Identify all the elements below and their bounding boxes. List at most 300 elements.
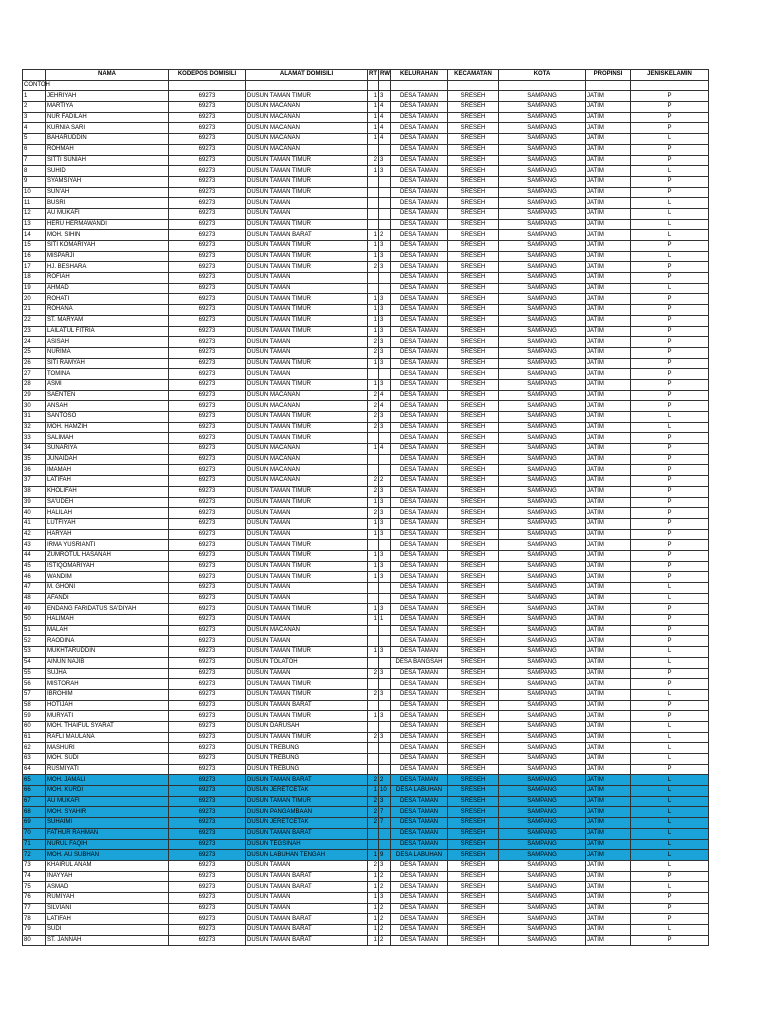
cell-kodepos: 69273	[169, 721, 246, 732]
cell-nama: MURYATI	[46, 711, 169, 722]
cell-propinsi: JATIM	[586, 882, 631, 893]
cell-kodepos: 69273	[169, 379, 246, 390]
cell-kodepos: 69273	[169, 91, 246, 102]
cell-rt: 1	[368, 615, 379, 626]
cell-kecamatan: SRESEH	[448, 754, 499, 765]
cell-nama: WANDIM	[46, 572, 169, 583]
cell-rt: 1	[368, 518, 379, 529]
cell-rt: 1	[368, 871, 379, 882]
cell-kodepos: 69273	[169, 134, 246, 145]
cell-kecamatan: SRESEH	[448, 134, 499, 145]
cell-rw	[379, 369, 391, 380]
cell-kelurahan: DESA TAMAN	[391, 903, 448, 914]
table-row	[23, 668, 709, 679]
cell-rw: 2	[379, 230, 391, 241]
cell-kodepos: 69273	[169, 604, 246, 615]
cell-rt	[368, 743, 379, 754]
cell-jeniskelamin: P	[631, 668, 709, 679]
cell-kota: SAMPANG	[499, 465, 586, 476]
cell-kelurahan: DESA TAMAN	[391, 593, 448, 604]
table-row	[23, 176, 709, 187]
cell-rt: 2	[368, 689, 379, 700]
cell-nama: MISTORAH	[46, 679, 169, 690]
cell-alamat: DUSUN TAMAN TIMUR	[246, 166, 368, 177]
cell-kecamatan: SRESEH	[448, 850, 499, 861]
cell-jeniskelamin: L	[631, 422, 709, 433]
cell-propinsi: JATIM	[586, 273, 631, 284]
cell-kelurahan: DESA TAMAN	[391, 476, 448, 487]
cell-rw: 3	[379, 91, 391, 102]
cell-nama: HJ. BESHARA	[46, 262, 169, 273]
cell-alamat: DUSUN TAMAN TIMUR	[246, 241, 368, 252]
cell-alamat: DUSUN TAMAN TIMUR	[246, 294, 368, 305]
cell-jeniskelamin: L	[631, 230, 709, 241]
cell-jeniskelamin: P	[631, 903, 709, 914]
cell-propinsi: JATIM	[586, 625, 631, 636]
cell-kecamatan: SRESEH	[448, 187, 499, 198]
table-row	[23, 839, 709, 850]
cell-kecamatan: SRESEH	[448, 572, 499, 583]
cell-alamat: DUSUN MACANAN	[246, 144, 368, 155]
cell-kodepos: 69273	[169, 850, 246, 861]
cell-kecamatan: SRESEH	[448, 935, 499, 946]
cell-kota: SAMPANG	[499, 593, 586, 604]
table-row	[23, 347, 709, 358]
cell-no: 41	[23, 518, 46, 529]
cell-rt: 2	[368, 668, 379, 679]
cell-kodepos: 69273	[169, 689, 246, 700]
cell-nama: SILVIANI	[46, 903, 169, 914]
cell-alamat: DUSUN TAMAN	[246, 593, 368, 604]
cell-nama: IBROHIM	[46, 689, 169, 700]
cell-rt: 2	[368, 155, 379, 166]
cell-rt	[368, 198, 379, 209]
cell-jeniskelamin: P	[631, 155, 709, 166]
cell-kota: SAMPANG	[499, 358, 586, 369]
cell-alamat: DUSUN MACANAN	[246, 454, 368, 465]
cell-alamat: DUSUN TAMAN	[246, 668, 368, 679]
cell-alamat: DUSUN MACANAN	[246, 444, 368, 455]
cell-rt: 2	[368, 807, 379, 818]
header-rt: RT	[368, 70, 379, 81]
cell-kota: SAMPANG	[499, 347, 586, 358]
cell-propinsi: JATIM	[586, 518, 631, 529]
cell-rw: 3	[379, 529, 391, 540]
cell-kota: SAMPANG	[499, 550, 586, 561]
cell-jeniskelamin: P	[631, 294, 709, 305]
cell-kelurahan: DESA TAMAN	[391, 700, 448, 711]
cell-no: 61	[23, 732, 46, 743]
cell-nama: M. GHONI	[46, 583, 169, 594]
cell-kelurahan: DESA TAMAN	[391, 433, 448, 444]
cell-rw: 7	[379, 807, 391, 818]
cell-propinsi: JATIM	[586, 796, 631, 807]
cell-alamat: DUSUN TREBUNG	[246, 764, 368, 775]
cell-jeniskelamin: P	[631, 935, 709, 946]
cell-rt: 1	[368, 379, 379, 390]
cell-alamat: DUSUN TAMAN BARAT	[246, 230, 368, 241]
cell-propinsi: JATIM	[586, 241, 631, 252]
header-kodepos: KODEPOS DOMISILI	[169, 70, 246, 81]
cell-rt: 1	[368, 358, 379, 369]
cell-rw: 4	[379, 102, 391, 113]
cell-nama: KHAIRUL ANAM	[46, 860, 169, 871]
table-row	[23, 166, 709, 177]
cell-kodepos: 69273	[169, 166, 246, 177]
cell-kota: SAMPANG	[499, 433, 586, 444]
cell-no: 13	[23, 219, 46, 230]
cell-jeniskelamin: L	[631, 743, 709, 754]
cell-nama: LATIFAH	[46, 476, 169, 487]
cell-jeniskelamin: P	[631, 144, 709, 155]
cell-propinsi: JATIM	[586, 219, 631, 230]
cell-no: 29	[23, 390, 46, 401]
cell-alamat: DUSUN TAMAN	[246, 198, 368, 209]
cell-rt: 1	[368, 914, 379, 925]
cell-rw: 3	[379, 379, 391, 390]
cell-no: 18	[23, 273, 46, 284]
cell-kelurahan: DESA TAMAN	[391, 155, 448, 166]
cell-propinsi: JATIM	[586, 679, 631, 690]
cell-propinsi: JATIM	[586, 550, 631, 561]
cell-rw	[379, 743, 391, 754]
cell-jeniskelamin: P	[631, 465, 709, 476]
cell-propinsi: JATIM	[586, 540, 631, 551]
table-row	[23, 155, 709, 166]
cell-nama: SUHAIMI	[46, 818, 169, 829]
cell-kecamatan: SRESEH	[448, 540, 499, 551]
cell-rt: 1	[368, 925, 379, 936]
cell-jeniskelamin: L	[631, 647, 709, 658]
cell-jeniskelamin: L	[631, 593, 709, 604]
cell-alamat: DUSUN TAMAN BARAT	[246, 935, 368, 946]
cell-propinsi: JATIM	[586, 732, 631, 743]
cell-rt: 1	[368, 850, 379, 861]
cell-kota: SAMPANG	[499, 796, 586, 807]
cell-kecamatan: SRESEH	[448, 508, 499, 519]
cell-rw	[379, 283, 391, 294]
cell-rt: 1	[368, 529, 379, 540]
cell-alamat: DUSUN TAMAN	[246, 369, 368, 380]
cell-rw: 3	[379, 647, 391, 658]
cell-rt: 1	[368, 647, 379, 658]
cell-rt: 1	[368, 112, 379, 123]
cell-jeniskelamin: L	[631, 134, 709, 145]
cell-rt: 1	[368, 134, 379, 145]
cell-jeniskelamin: P	[631, 529, 709, 540]
cell-kecamatan: SRESEH	[448, 657, 499, 668]
cell-kodepos: 69273	[169, 561, 246, 572]
cell-nama: HARYAH	[46, 529, 169, 540]
cell-rw: 3	[379, 422, 391, 433]
cell-kecamatan: SRESEH	[448, 112, 499, 123]
cell-nama: AU MUKAFI	[46, 208, 169, 219]
cell-alamat: DUSUN TAMAN	[246, 347, 368, 358]
cell-rt: 2	[368, 401, 379, 412]
table-row	[23, 433, 709, 444]
cell-rw	[379, 700, 391, 711]
cell-kota: SAMPANG	[499, 155, 586, 166]
cell-alamat: DUSUN TAMAN TIMUR	[246, 572, 368, 583]
cell-no: 73	[23, 860, 46, 871]
cell-propinsi: JATIM	[586, 358, 631, 369]
cell-propinsi: JATIM	[586, 636, 631, 647]
cell-no: 6	[23, 144, 46, 155]
table-row	[23, 144, 709, 155]
cell-propinsi: JATIM	[586, 347, 631, 358]
cell-no: 47	[23, 583, 46, 594]
cell-kodepos: 69273	[169, 112, 246, 123]
cell-kelurahan: DESA LABUHAN	[391, 850, 448, 861]
cell-rt: 1	[368, 294, 379, 305]
cell-kodepos: 69273	[169, 796, 246, 807]
cell-alamat: DUSUN TAMAN TIMUR	[246, 486, 368, 497]
table-row	[23, 828, 709, 839]
cell-kota: SAMPANG	[499, 711, 586, 722]
cell-kecamatan: SRESEH	[448, 326, 499, 337]
cell-kodepos: 69273	[169, 187, 246, 198]
cell-kota: SAMPANG	[499, 198, 586, 209]
cell-rw	[379, 144, 391, 155]
cell-rw	[379, 679, 391, 690]
cell-rw: 1	[379, 615, 391, 626]
cell-kodepos: 69273	[169, 764, 246, 775]
cell-rt: 1	[368, 230, 379, 241]
cell-rw	[379, 273, 391, 284]
cell-propinsi: JATIM	[586, 134, 631, 145]
cell-rw	[379, 433, 391, 444]
cell-nama: ASMAD	[46, 882, 169, 893]
table-row	[23, 305, 709, 316]
table-row	[23, 850, 709, 861]
cell-kodepos: 69273	[169, 412, 246, 423]
cell-kodepos: 69273	[169, 155, 246, 166]
cell-kelurahan: DESA TAMAN	[391, 412, 448, 423]
cell-rt: 1	[368, 123, 379, 134]
cell-rw: 2	[379, 871, 391, 882]
cell-nama: SUN'AH	[46, 187, 169, 198]
cell-rw: 4	[379, 134, 391, 145]
table-row	[23, 91, 709, 102]
cell-jeniskelamin: P	[631, 444, 709, 455]
cell-kota: SAMPANG	[499, 647, 586, 658]
cell-kecamatan: SRESEH	[448, 390, 499, 401]
cell-kelurahan: DESA TAMAN	[391, 251, 448, 262]
table-row	[23, 401, 709, 412]
cell-kota: SAMPANG	[499, 294, 586, 305]
cell-kota: SAMPANG	[499, 561, 586, 572]
cell-kecamatan: SRESEH	[448, 871, 499, 882]
cell-kota: SAMPANG	[499, 315, 586, 326]
cell-jeniskelamin: L	[631, 412, 709, 423]
cell-propinsi: JATIM	[586, 871, 631, 882]
cell-alamat: DUSUN TAMAN TIMUR	[246, 540, 368, 551]
table-row	[23, 743, 709, 754]
table-row	[23, 187, 709, 198]
cell-jeniskelamin: P	[631, 315, 709, 326]
cell-jeniskelamin: P	[631, 604, 709, 615]
cell-kota: SAMPANG	[499, 625, 586, 636]
cell-kodepos: 69273	[169, 369, 246, 380]
cell-rt	[368, 465, 379, 476]
cell-rt: 2	[368, 818, 379, 829]
table-row	[23, 358, 709, 369]
cell-rt	[368, 540, 379, 551]
cell-alamat: DUSUN MACANAN	[246, 465, 368, 476]
cell-nama: IMAMAH	[46, 465, 169, 476]
cell-propinsi: JATIM	[586, 583, 631, 594]
cell-kodepos: 69273	[169, 679, 246, 690]
cell-kota: SAMPANG	[499, 176, 586, 187]
cell-rw: 3	[379, 305, 391, 316]
cell-kelurahan: DESA TAMAN	[391, 166, 448, 177]
cell-jeniskelamin: P	[631, 476, 709, 487]
cell-rt	[368, 454, 379, 465]
cell-kecamatan: SRESEH	[448, 305, 499, 316]
cell-jeniskelamin: L	[631, 657, 709, 668]
cell-propinsi: JATIM	[586, 839, 631, 850]
cell-rw: 4	[379, 401, 391, 412]
cell-kelurahan: DESA TAMAN	[391, 860, 448, 871]
cell-kodepos: 69273	[169, 176, 246, 187]
cell-jeniskelamin: P	[631, 615, 709, 626]
table-row	[23, 412, 709, 423]
cell-propinsi: JATIM	[586, 379, 631, 390]
cell-no: 68	[23, 807, 46, 818]
cell-kodepos: 69273	[169, 882, 246, 893]
cell-kodepos: 69273	[169, 711, 246, 722]
cell-kelurahan: DESA TAMAN	[391, 102, 448, 113]
cell-kelurahan: DESA TAMAN	[391, 828, 448, 839]
cell-kelurahan: DESA TAMAN	[391, 422, 448, 433]
cell-rt	[368, 283, 379, 294]
cell-nama: ROFIAH	[46, 273, 169, 284]
cell-alamat: DUSUN TAMAN TIMUR	[246, 647, 368, 658]
cell-no: 72	[23, 850, 46, 861]
cell-kecamatan: SRESEH	[448, 315, 499, 326]
cell-rt	[368, 657, 379, 668]
cell-jeniskelamin: L	[631, 925, 709, 936]
cell-jeniskelamin: P	[631, 358, 709, 369]
cell-alamat: DUSUN TAMAN TIMUR	[246, 176, 368, 187]
cell-jeniskelamin: L	[631, 860, 709, 871]
cell-kota: SAMPANG	[499, 476, 586, 487]
cell-rt: 2	[368, 262, 379, 273]
table-row	[23, 711, 709, 722]
cell-kelurahan: DESA TAMAN	[391, 144, 448, 155]
cell-rw: 3	[379, 518, 391, 529]
cell-kota: SAMPANG	[499, 839, 586, 850]
table-row	[23, 444, 709, 455]
cell-kelurahan: DESA TAMAN	[391, 561, 448, 572]
cell-no: 48	[23, 593, 46, 604]
cell-no: 60	[23, 721, 46, 732]
cell-kodepos: 69273	[169, 102, 246, 113]
cell-kecamatan: SRESEH	[448, 721, 499, 732]
table-row	[23, 134, 709, 145]
header-rw: RW	[379, 70, 391, 81]
cell-nama: INAYYAH	[46, 871, 169, 882]
cell-propinsi: JATIM	[586, 326, 631, 337]
cell-propinsi: JATIM	[586, 786, 631, 797]
cell-kodepos: 69273	[169, 273, 246, 284]
cell-rw	[379, 198, 391, 209]
cell-kelurahan: DESA TAMAN	[391, 369, 448, 380]
cell-kota: SAMPANG	[499, 422, 586, 433]
cell-kota: SAMPANG	[499, 721, 586, 732]
cell-kecamatan: SRESEH	[448, 433, 499, 444]
cell-kelurahan: DESA TAMAN	[391, 379, 448, 390]
cell-kota: SAMPANG	[499, 871, 586, 882]
cell-alamat: DUSUN TAMAN TIMUR	[246, 422, 368, 433]
cell-rw: 3	[379, 860, 391, 871]
cell-kecamatan: SRESEH	[448, 743, 499, 754]
cell-propinsi: JATIM	[586, 102, 631, 113]
cell-jeniskelamin: L	[631, 219, 709, 230]
cell-no: 27	[23, 369, 46, 380]
cell-nama: ANSAH	[46, 401, 169, 412]
cell-jeniskelamin: L	[631, 732, 709, 743]
cell-kelurahan: DESA TAMAN	[391, 444, 448, 455]
cell-no: 39	[23, 497, 46, 508]
cell-nama: MISPARJI	[46, 251, 169, 262]
cell-kecamatan: SRESEH	[448, 102, 499, 113]
cell-kota: SAMPANG	[499, 508, 586, 519]
data-table	[22, 69, 709, 946]
cell-kodepos: 69273	[169, 871, 246, 882]
cell-alamat: DUSUN TAMAN	[246, 273, 368, 284]
cell-kelurahan: DESA TAMAN	[391, 754, 448, 765]
cell-jeniskelamin: L	[631, 689, 709, 700]
cell-kelurahan: DESA TAMAN	[391, 123, 448, 134]
cell-propinsi: JATIM	[586, 561, 631, 572]
cell-kelurahan: DESA TAMAN	[391, 230, 448, 241]
cell-propinsi: JATIM	[586, 315, 631, 326]
cell-kodepos: 69273	[169, 454, 246, 465]
cell-kodepos: 69273	[169, 593, 246, 604]
cell-jeniskelamin: P	[631, 679, 709, 690]
cell-nama: RUMIYAH	[46, 892, 169, 903]
cell-jeniskelamin: L	[631, 807, 709, 818]
table-row	[23, 273, 709, 284]
cell-rw	[379, 583, 391, 594]
cell-kecamatan: SRESEH	[448, 497, 499, 508]
cell-nama: MALAH	[46, 625, 169, 636]
cell-kelurahan: DESA TAMAN	[391, 529, 448, 540]
cell-kelurahan: DESA TAMAN	[391, 497, 448, 508]
cell-no: 9	[23, 176, 46, 187]
cell-kodepos: 69273	[169, 732, 246, 743]
cell-jeniskelamin: P	[631, 273, 709, 284]
cell-nama: ST. MARYAM	[46, 315, 169, 326]
cell-kodepos: 69273	[169, 315, 246, 326]
cell-no: 28	[23, 379, 46, 390]
cell-kecamatan: SRESEH	[448, 604, 499, 615]
cell-rw: 3	[379, 604, 391, 615]
cell-kelurahan: DESA TAMAN	[391, 914, 448, 925]
cell-kota: SAMPANG	[499, 208, 586, 219]
table-row	[23, 604, 709, 615]
cell-kota: SAMPANG	[499, 668, 586, 679]
cell-rt: 2	[368, 347, 379, 358]
cell-propinsi: JATIM	[586, 508, 631, 519]
cell-no: 35	[23, 454, 46, 465]
cell-kota: SAMPANG	[499, 166, 586, 177]
cell-jeniskelamin: P	[631, 892, 709, 903]
cell-jeniskelamin: L	[631, 828, 709, 839]
cell-alamat: DUSUN TAMAN TIMUR	[246, 433, 368, 444]
cell-kodepos: 69273	[169, 508, 246, 519]
